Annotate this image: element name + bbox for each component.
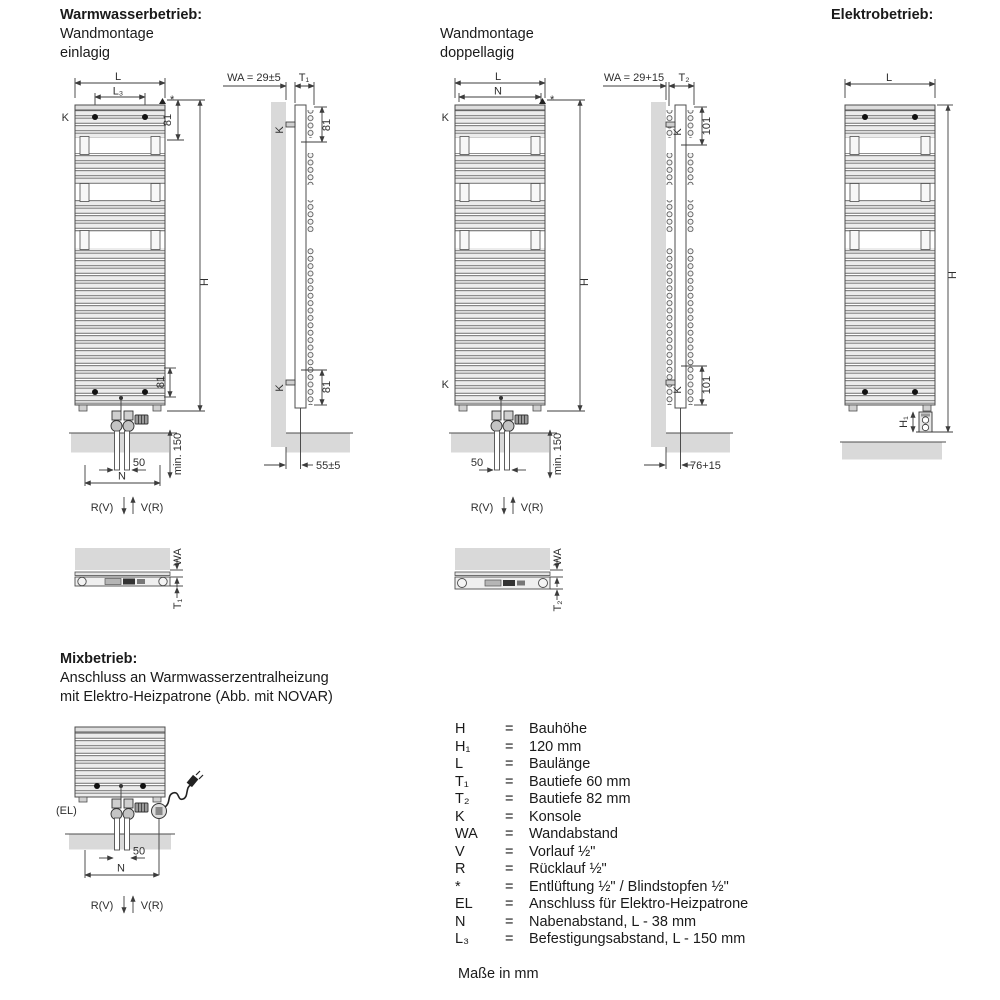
header-title: Mixbetrieb:	[60, 651, 138, 667]
konsole-label: K	[441, 112, 449, 124]
legend-symbol: N	[455, 913, 466, 930]
legend-symbol: *	[455, 878, 461, 895]
legend-symbol: WA	[455, 826, 478, 842]
konsole-label: K	[274, 384, 286, 392]
legend-row	[455, 844, 748, 862]
dim-label-WA-plan: WA	[552, 548, 564, 566]
dim-label-L: L	[494, 71, 502, 83]
star-label: *	[550, 94, 555, 106]
mount-dot	[142, 389, 148, 395]
mount-dot	[92, 389, 98, 395]
pipe	[125, 431, 130, 470]
legend-symbol: R	[455, 861, 466, 877]
equals-sign: =	[505, 756, 514, 772]
dim-label-50: 50	[470, 457, 484, 469]
collector-column	[675, 105, 686, 408]
legend-symbol: H₁	[455, 738, 471, 755]
legend-symbol: T₂	[455, 791, 470, 807]
dim-label-55: 55±5	[316, 460, 341, 472]
konsole-label: K	[672, 386, 684, 394]
legend	[455, 721, 748, 949]
wall	[75, 548, 170, 570]
header-sub2: einlagig	[60, 45, 110, 61]
legend-symbol: L	[455, 756, 464, 772]
legend-desc: Baulänge	[529, 756, 591, 772]
equals-sign: =	[505, 826, 514, 842]
el-connection-label: (EL)	[56, 805, 77, 817]
floor	[451, 434, 549, 453]
equals-sign: =	[505, 773, 514, 790]
dim-label-T2: T₂	[678, 72, 690, 84]
header-title: Warmwasserbetrieb:	[60, 7, 203, 23]
drawing-einlagig	[55, 70, 365, 610]
header-sub2: mit Elektro-Heizpatrone (Abb. mit NOVAR)	[60, 689, 333, 705]
dim-label-WA: WA = 29±5	[227, 72, 281, 84]
dim-label-T1: T₁	[298, 72, 310, 84]
legend-row	[455, 931, 748, 949]
header-title: Elektrobetrieb:	[831, 7, 934, 23]
tube-ends-front	[687, 200, 694, 232]
mount-dot	[94, 783, 100, 789]
floor	[286, 434, 350, 453]
section-header-mix	[60, 650, 333, 707]
tube-ends	[307, 153, 314, 185]
header-sub1: Wandmontage	[440, 26, 534, 42]
mount-dot	[912, 114, 918, 120]
tube-ends	[307, 110, 314, 138]
pipe	[125, 818, 130, 850]
legend-desc: 120 mm	[529, 738, 582, 755]
pipe	[505, 431, 510, 470]
konsole-label: K	[61, 112, 69, 124]
plug-icon	[187, 775, 199, 787]
tube-ends-front	[687, 110, 694, 138]
header-sub1: Anschluss an Warmwasserzentralheizung	[60, 670, 329, 686]
floor	[666, 434, 730, 453]
dim-label-81-bottom: 81	[155, 375, 167, 389]
dim-label-min150: min. 150	[172, 432, 184, 476]
legend-symbol: K	[455, 808, 465, 825]
bracket	[286, 380, 295, 385]
ruecklauf-label: R(V)	[90, 900, 114, 912]
power-cord	[165, 785, 191, 807]
vorlauf-label: V(R)	[520, 502, 544, 514]
equals-sign: =	[505, 843, 514, 860]
header-sub2: doppellagig	[440, 45, 515, 61]
front-view	[442, 71, 591, 514]
legend-desc: Anschluss für Elektro-Heizpatrone	[529, 896, 749, 912]
legend-desc: Vorlauf ½"	[529, 843, 596, 860]
side-view	[603, 72, 733, 472]
section-header-doppellagig	[440, 25, 534, 63]
legend-row	[455, 739, 748, 757]
dim-label-81-side-top: 81	[321, 118, 333, 132]
pipe	[115, 818, 120, 850]
tube-ends-front	[687, 248, 694, 405]
radiator-body	[75, 105, 165, 411]
dim-label-min150: min. 150	[552, 432, 564, 476]
wall	[455, 548, 550, 570]
legend-symbol: EL	[455, 896, 473, 912]
dim-label-81-top: 81	[162, 113, 174, 127]
ruecklauf-label: R(V)	[470, 502, 494, 514]
electric-heating-element	[919, 412, 932, 432]
mount-dot	[862, 389, 868, 395]
tube-ends	[307, 200, 314, 232]
dim-label-N: N	[494, 85, 502, 98]
plan-view	[75, 548, 184, 610]
vorlauf-label: V(R)	[140, 900, 164, 912]
tube-ends-rear	[666, 200, 673, 232]
units-note: Maße in mm	[458, 966, 539, 982]
legend-symbol: H	[455, 721, 466, 737]
floor	[71, 434, 169, 453]
dim-label-76: 76+15	[690, 460, 721, 472]
star-label: *	[170, 94, 175, 106]
legend-desc: Konsole	[529, 808, 582, 825]
legend-row	[455, 809, 748, 827]
dim-label-H: H	[199, 278, 211, 286]
bracket	[286, 122, 295, 127]
equals-sign: =	[505, 808, 514, 825]
equals-sign: =	[505, 861, 514, 877]
legend-row	[455, 774, 748, 792]
section-header-elektro	[831, 6, 933, 25]
dim-label-T2-plan: T₂	[552, 600, 564, 612]
radiator-body	[845, 105, 935, 411]
legend-desc: Entlüftung ½" / Blindstopfen ½"	[529, 878, 729, 895]
equals-sign: =	[505, 913, 514, 930]
legend-row	[455, 896, 748, 914]
drawing-elektro	[820, 70, 1000, 470]
drawing-mix	[55, 715, 335, 930]
equals-sign: =	[505, 931, 514, 947]
dim-label-101-bottom: 101	[701, 375, 713, 395]
dim-label-H1: H₁	[898, 416, 910, 428]
collector-column	[295, 105, 306, 408]
vent-triangle-icon	[539, 98, 546, 104]
bracket	[666, 122, 675, 127]
floor	[842, 443, 942, 460]
dim-label-50: 50	[132, 845, 146, 858]
dim-label-N: N	[117, 862, 125, 875]
legend-desc: Bauhöhe	[529, 721, 588, 737]
tube-ends-front	[687, 153, 694, 185]
dim-label-81-side-bottom: 81	[321, 380, 333, 394]
drawing-doppellagig	[435, 70, 745, 610]
equals-sign: =	[505, 896, 514, 912]
konsole-label: K	[274, 126, 286, 134]
konsole-label: K	[441, 379, 449, 391]
legend-symbol: L₃	[455, 931, 469, 947]
legend-desc: Bautiefe 60 mm	[529, 773, 631, 790]
legend-row	[455, 826, 748, 844]
equals-sign: =	[505, 721, 514, 737]
wall	[271, 102, 286, 447]
legend-row	[455, 879, 748, 897]
pipe	[495, 431, 500, 470]
radiator-body	[455, 105, 545, 411]
equals-sign: =	[505, 738, 514, 755]
dim-label-H: H	[579, 278, 591, 286]
side-view	[223, 72, 353, 472]
vorlauf-label: V(R)	[140, 502, 164, 514]
pipe	[115, 431, 120, 470]
dim-label-L: L	[114, 71, 122, 83]
legend-row	[455, 914, 748, 932]
mount-dot	[862, 114, 868, 120]
equals-sign: =	[505, 878, 514, 895]
vent-triangle-icon	[159, 98, 166, 104]
konsole-label: K	[672, 128, 684, 136]
tube-ends	[307, 248, 314, 405]
legend-desc: Bautiefe 82 mm	[529, 791, 631, 807]
section-header-warmwasser	[60, 6, 202, 63]
dim-label-H: H	[947, 271, 959, 279]
dim-label-L: L	[885, 72, 893, 84]
header-sub1: Wandmontage	[60, 26, 154, 42]
tube-ends-rear	[666, 153, 673, 185]
front-view	[62, 71, 211, 514]
legend-row	[455, 721, 748, 739]
dim-label-50: 50	[132, 457, 146, 469]
dim-label-L3: L₃	[112, 85, 124, 98]
legend-desc: Nabenabstand, L - 38 mm	[529, 913, 697, 930]
dim-label-WA: WA = 29+15	[603, 72, 665, 84]
mount-dot	[912, 389, 918, 395]
dim-label-T1-plan: T₁	[172, 598, 184, 610]
wall	[651, 102, 666, 447]
floor	[69, 835, 171, 850]
dim-label-N: N	[118, 470, 126, 483]
legend-row	[455, 791, 748, 809]
mount-dot	[92, 114, 98, 120]
legend-desc: Rücklauf ½"	[529, 861, 607, 877]
legend-row	[455, 861, 748, 879]
legend-desc: Wandabstand	[529, 826, 618, 842]
dim-label-101-top: 101	[701, 116, 713, 136]
plan-view	[455, 548, 564, 612]
legend-symbol: T₁	[455, 773, 469, 790]
mount-dot	[142, 114, 148, 120]
legend-symbol: V	[455, 843, 465, 860]
radiator-body	[75, 727, 165, 802]
legend-row	[455, 756, 748, 774]
mount-dot	[140, 783, 146, 789]
equals-sign: =	[505, 791, 514, 807]
dim-label-WA-plan: WA	[172, 548, 184, 566]
legend-desc: Befestigungsabstand, L - 150 mm	[529, 931, 746, 947]
ruecklauf-label: R(V)	[90, 502, 114, 514]
bracket	[666, 380, 675, 385]
